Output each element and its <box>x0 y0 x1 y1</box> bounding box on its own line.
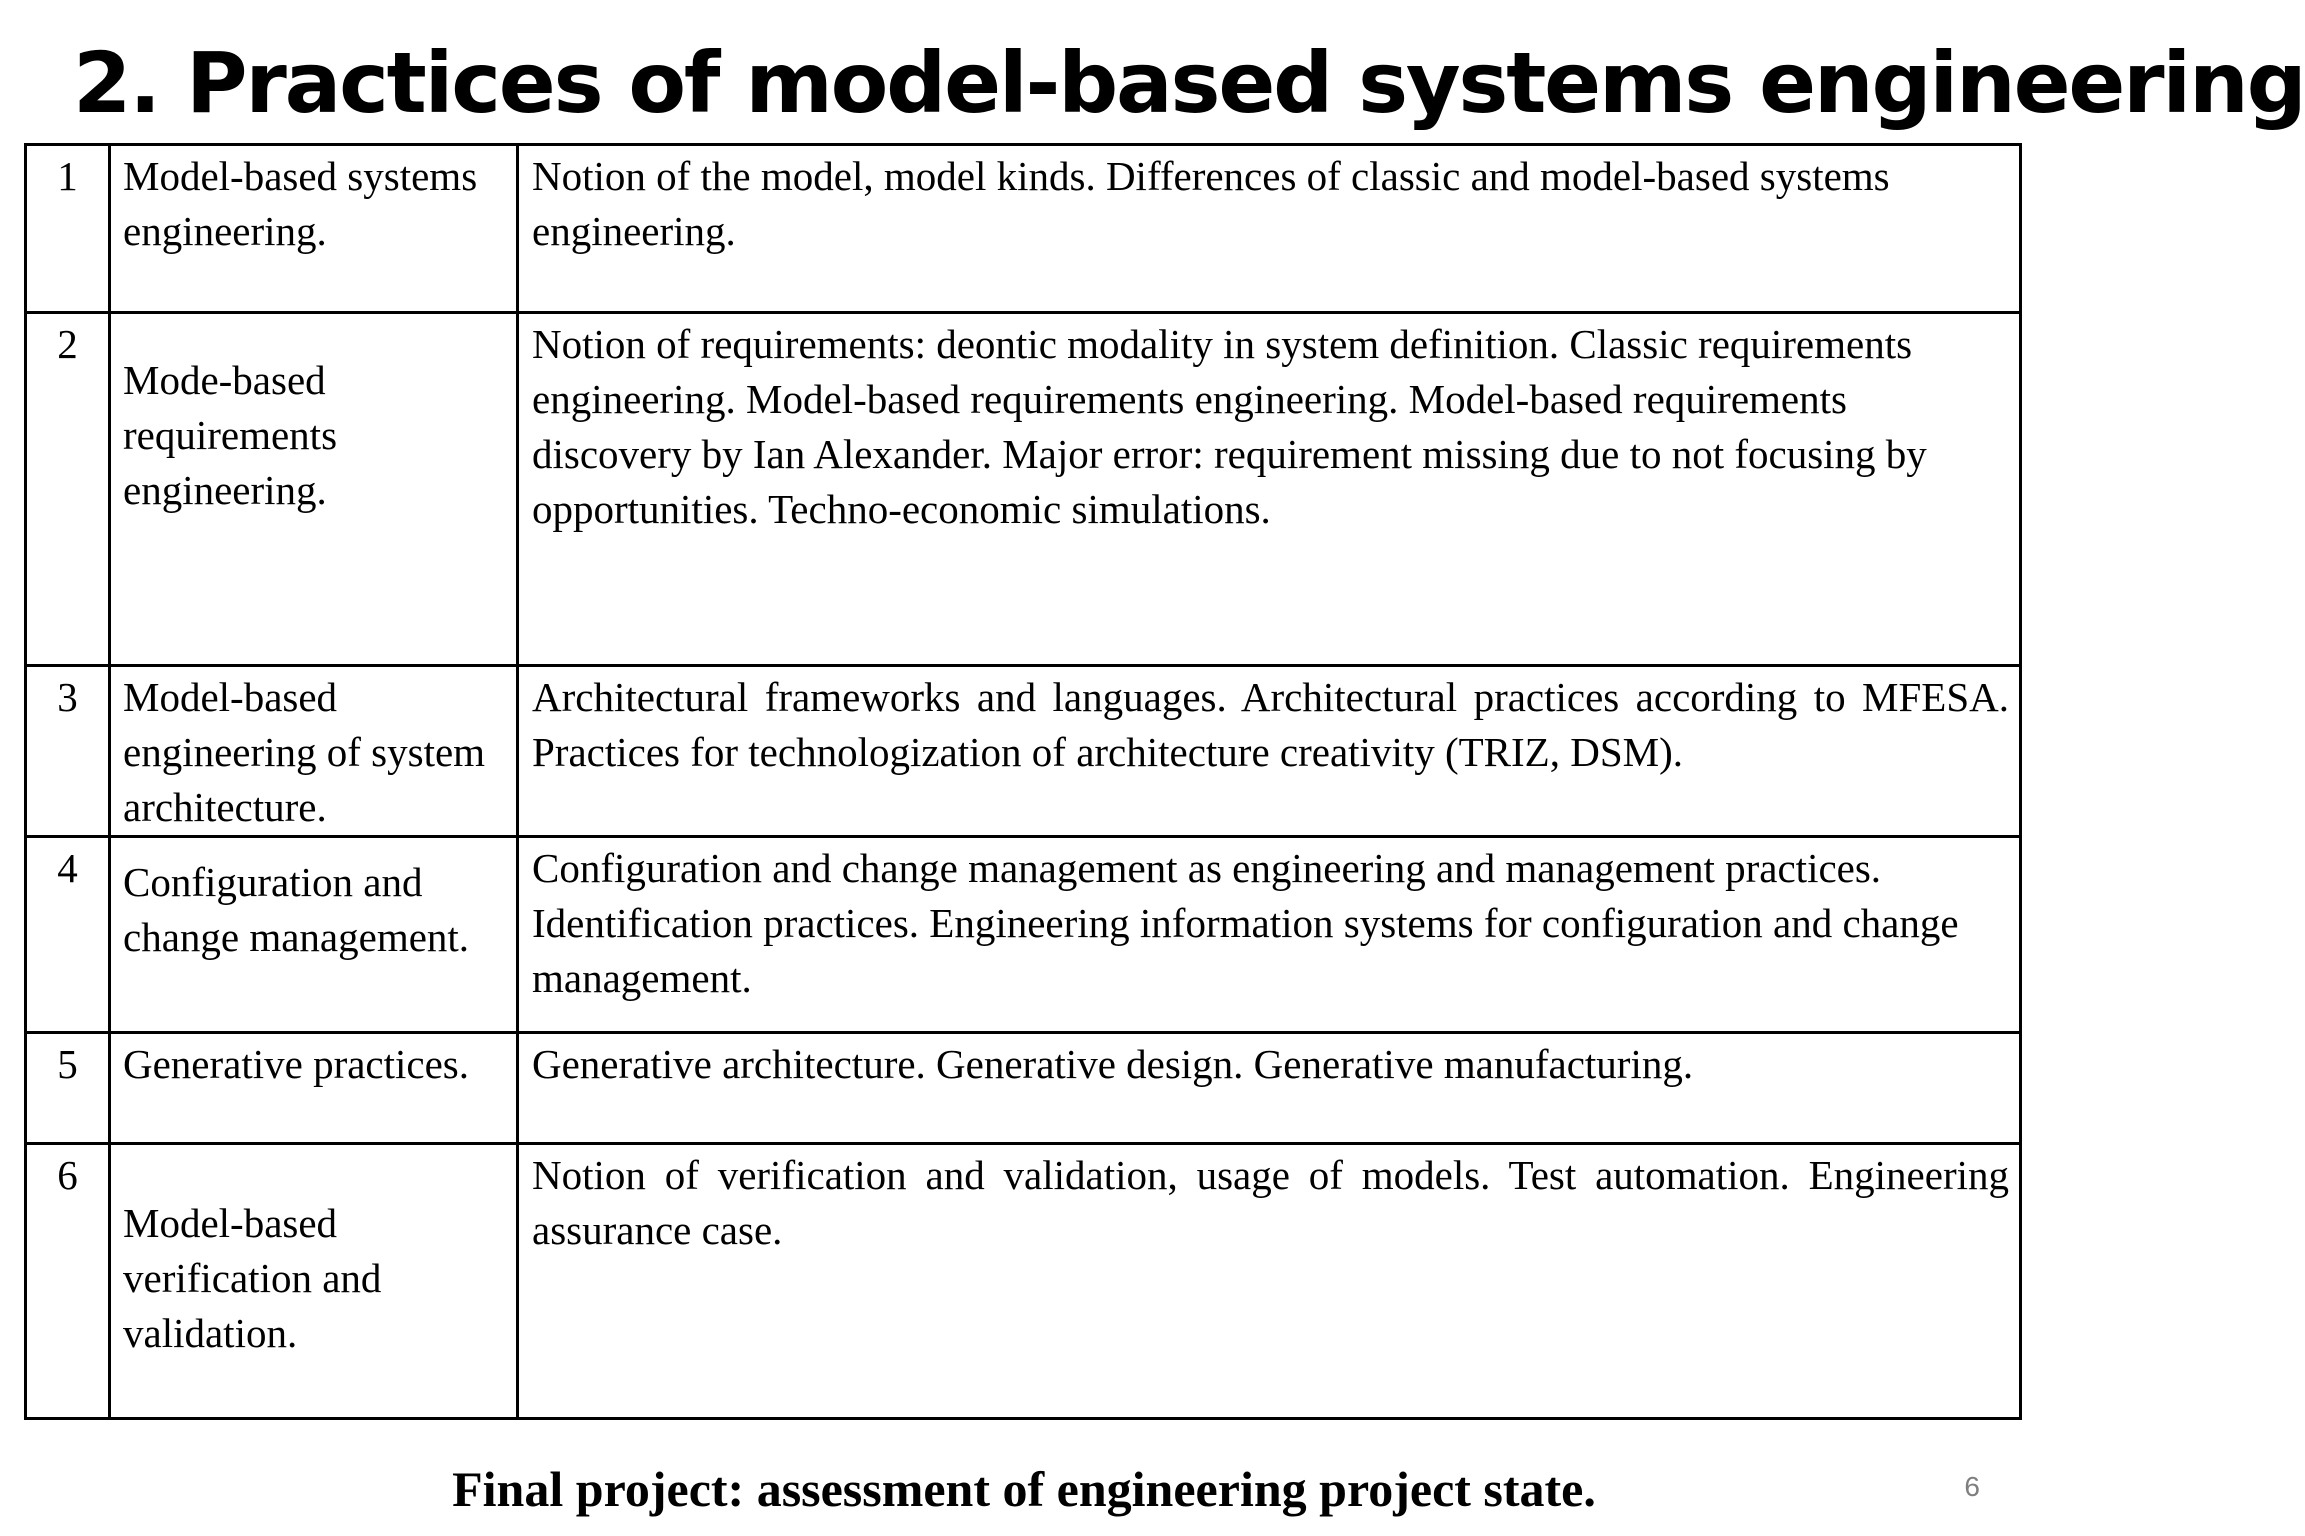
slide-title: 2. Practices of model-based systems engineering <box>73 34 2305 132</box>
row-description: Generative architecture. Generative design. Generative manufacturing. <box>518 1033 2021 1144</box>
topic-text: Model-based systems engineering. <box>123 153 478 254</box>
table-row <box>26 837 2021 1033</box>
topic-text: Generative practices. <box>123 1041 470 1087</box>
row-description: Notion of requirements: deontic modality in system definition. Classic requirements engineering. Model-based requirements engineering. Model-based requirements discovery by Ian Alexander. Major error: requirement missing due to not focusing by opportunities. Techno-economic simulations. <box>518 313 2021 666</box>
practices-table <box>24 143 2022 1420</box>
row-number: 3 <box>26 666 110 837</box>
page-number: 6 <box>1964 1471 1980 1502</box>
row-number: 4 <box>26 837 110 1033</box>
row-topic <box>110 837 518 1033</box>
table-row <box>26 145 2021 313</box>
row-description: Configuration and change management as engineering and management practices. Identification practices. Engineering information systems for configuration and change management. <box>518 837 2021 1033</box>
row-number: 6 <box>26 1144 110 1419</box>
row-topic <box>110 313 518 666</box>
final-project-note: Final project: assessment of engineering project state. <box>452 1461 1596 1517</box>
row-topic <box>110 145 518 313</box>
row-topic <box>110 666 518 837</box>
table-row <box>26 666 2021 837</box>
row-number: 1 <box>26 145 110 313</box>
table-row <box>26 1144 2021 1419</box>
row-number: 2 <box>26 313 110 666</box>
table-row <box>26 313 2021 666</box>
row-number: 5 <box>26 1033 110 1144</box>
row-description: Notion of verification and validation, usage of models. Test automation. Engineering assurance case. <box>518 1144 2021 1419</box>
row-description: Architectural frameworks and languages. Architectural practices according to MFESA. Practices for technologization of architecture creativity (TRIZ, DSM). <box>518 666 2021 837</box>
row-description: Notion of the model, model kinds. Differences of classic and model-based systems engineering. <box>518 145 2021 313</box>
topic-text: Configuration and change management. <box>123 859 470 960</box>
topic-text: Model-based verification and validation. <box>123 1200 382 1356</box>
row-topic <box>110 1033 518 1144</box>
topic-text: Model-based engineering of system architecture. <box>123 674 486 830</box>
row-topic <box>110 1144 518 1419</box>
table-row <box>26 1033 2021 1144</box>
topic-text: Mode-based requirements engineering. <box>123 357 338 513</box>
